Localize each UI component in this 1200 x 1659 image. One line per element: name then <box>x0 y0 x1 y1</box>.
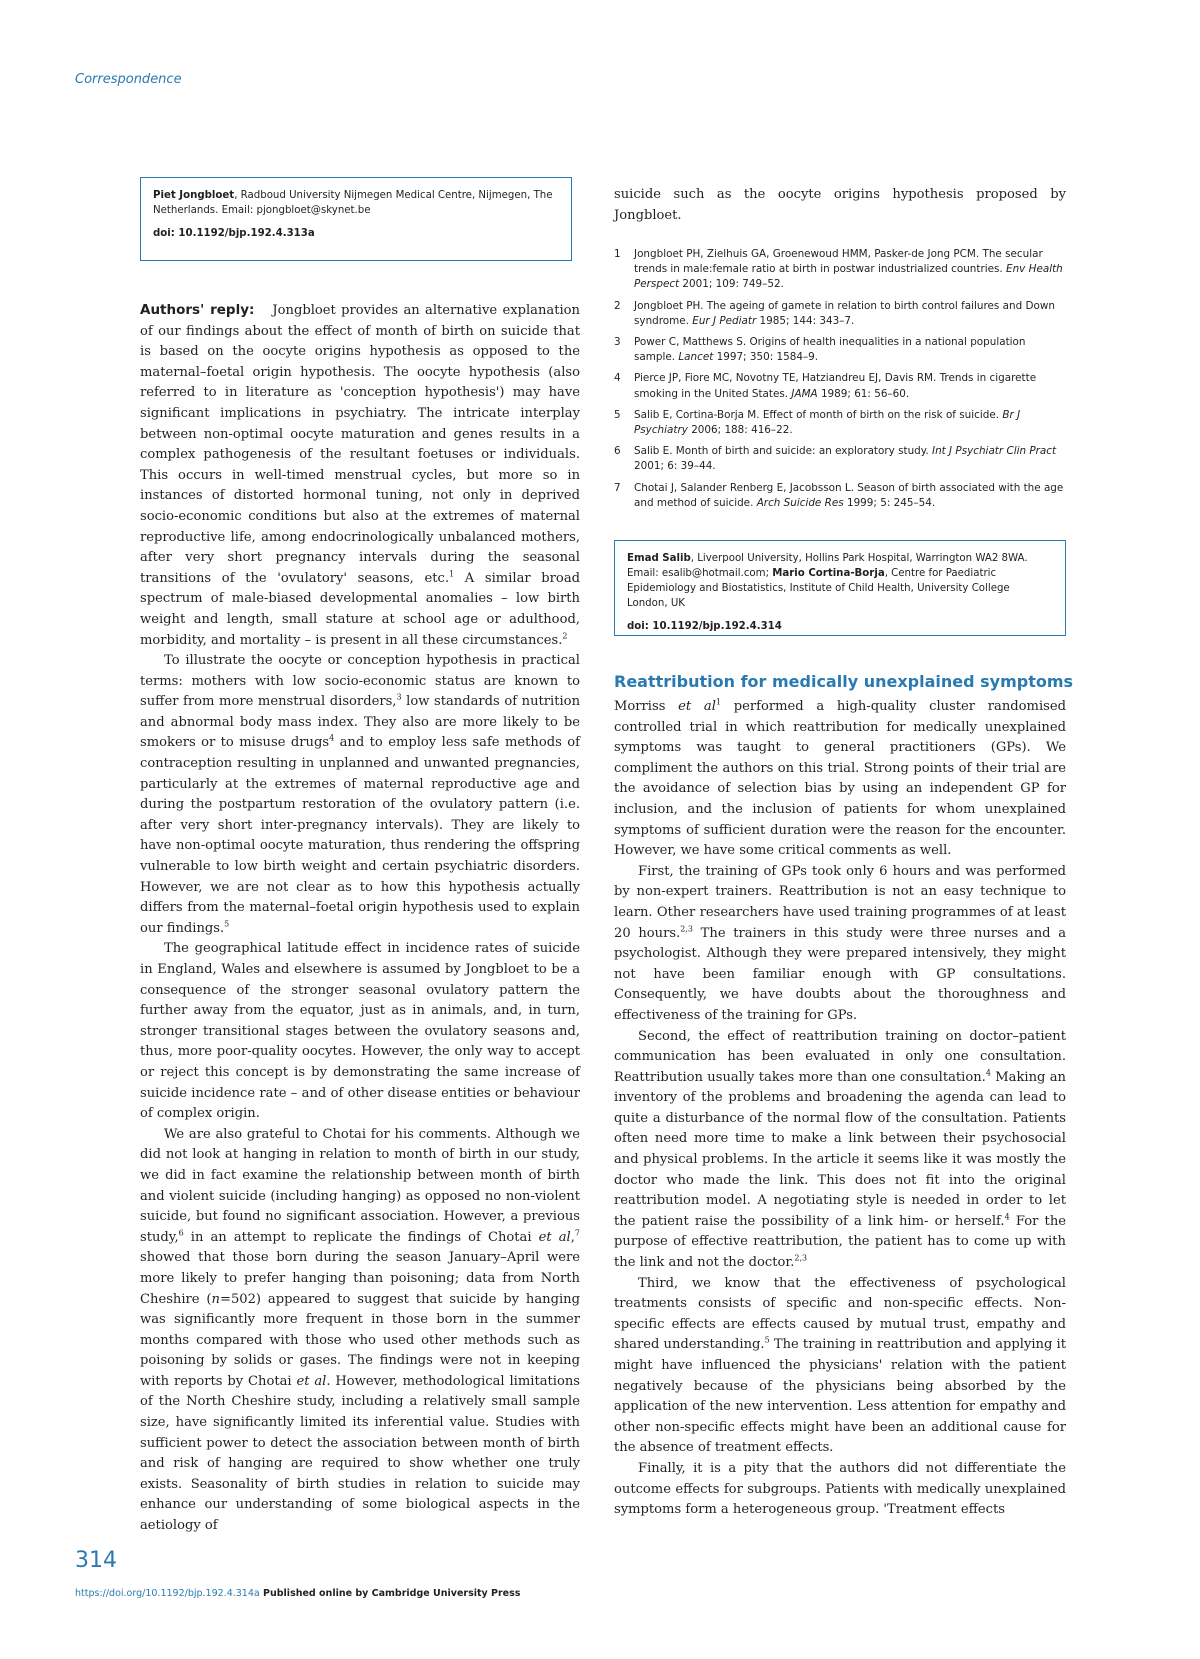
reference-text <box>634 335 1066 365</box>
reply-p4-text-f: . However, methodological limitations of the North Cheshire study, including a relatively small sample size, have significantly limited its inferential value. Studies with sufficient power to detect the association between month of birth and risk of hanging are required to show whether one truly exists. Seasonality of birth studies in relation to suicide may enhance our understanding of some biological aspects in the aetiology of <box>140 1373 580 1534</box>
reply-p4-text-c: , <box>570 1229 575 1245</box>
reply-p4-text-a: We are also grateful to Chotai for his comments. Although we did not look at hanging in relation to month of birth in our study, we did in fact examine the relationship between month of birth and violent suicide (including hanging) as opposed no non-violent suicide, but found no significant association. However, a previous study, <box>140 1126 580 1245</box>
reply-continuation-text: suicide such as the oocyte origins hypothesis proposed by Jongbloet. <box>614 187 1066 223</box>
reference-journal: Br J Psychiatry <box>634 408 1021 437</box>
author-affiliation <box>153 188 559 218</box>
reply-paragraph-4 <box>140 1125 580 1537</box>
reattribution-p4-text-b: The training in reattribution and applying it might have influenced the physicians' relation with the patient negatively because of the physicians being absorbed by the application of the new intervention. Less attention for empathy and other non-specific effects might have been an additional cause for the absence of treatment effects. <box>614 1337 1066 1456</box>
section-header: Correspondence <box>75 72 182 87</box>
reference-tail: 1999; 5: 245–54. <box>843 496 936 509</box>
reply-p2-text-a: To illustrate the oocyte or conception hypothesis in practical terms: mothers with low socio-economic status are known to suffer from more menstrual disorders, <box>140 653 580 710</box>
reference-journal: Env Health Perspect <box>634 263 1063 291</box>
reattribution-p4-text-a: Third, we know that the effectiveness of psychological treatments consists of specific and non-specific effects. Non-specific effects are effects caused by mutual trust, empathy and shared understanding. <box>614 1275 1066 1353</box>
reattribution-p2-text-b: The trainers in this study were three nurses and a psychologist. Although they were prepared intensively, they might not have been familiar enough with GP consultations. Consequently, we have doubts about the thoroughness and effectiveness of the training for GPs. <box>614 925 1066 1023</box>
reference-body: Power C, Matthews S. Origins of health inequalities in a national population sample. <box>634 336 1026 364</box>
reply-p1-text-b: A similar broad spectrum of male-biased developmental anomalies – low birth weight and length, small stature at school age or adulthood, morbidity, and mortality – is present in all these circumstances. <box>140 570 581 648</box>
reattribution-p1-text-b: performed a high-quality cluster randomised controlled trial in which reattribution for medically unexplained symptoms was taught to general practitioners (GPs). We compliment the authors on this trial. Strong points of their trial are the avoidance of selection bias by using an independent GP for inclusion, and the inclusion of patients for whom unexplained symptoms of sufficient duration were the reason for the encounter. However, we have some critical comments as well. <box>614 699 1066 859</box>
reference-number: 1 <box>614 248 621 260</box>
doi-label: doi: <box>153 228 175 239</box>
reference-tail: 2001; 6: 39–44. <box>634 460 716 473</box>
citation: 2,3 <box>794 1253 808 1263</box>
reference-tail: 1997; 350: 1584–9. <box>713 351 819 364</box>
citation: 7 <box>574 1228 580 1238</box>
author-affiliation-box-2 <box>614 540 1066 636</box>
reference-list <box>614 247 1066 517</box>
reply-paragraph-1 <box>140 300 580 651</box>
reference-body: Salib E. Month of birth and suicide: an exploratory study. <box>634 445 933 458</box>
doi-value: 10.1192/bjp.192.4.313a <box>174 228 315 239</box>
reply-paragraph-3: The geographical latitude effect in incidence rates of suicide in England, Wales and elsewhere is assumed by Jongbloet to be a consequence of the stronger seasonal ovulatory pattern the further away from the equator, just as in animals, and, in turn, stronger transitional stages between the ovulatory seasons and, thus, more poor-quality oocytes. However, the only way to accept or reject this concept is by demonstrating the same increase of suicide incidence rate – and of other disease entities or behaviour of complex origin. <box>140 941 580 1122</box>
citation: 2 <box>562 631 568 641</box>
reference-body: Chotai J, Salander Renberg E, Jacobsson L. Season of birth associated with the age and method of suicide. <box>634 481 1064 509</box>
reference-tail: 2006; 188: 416–22. <box>687 424 793 437</box>
reference-text <box>634 481 1066 511</box>
citation: 3 <box>396 692 402 702</box>
citation: 1 <box>715 697 721 707</box>
author-affiliation-box <box>140 177 572 261</box>
reference-text <box>634 444 1066 474</box>
reference-text <box>634 408 1066 438</box>
reference-text <box>634 247 1066 293</box>
reattribution-paragraph-1 <box>614 697 1066 862</box>
doi-link[interactable]: https://doi.org/10.1192/bjp.192.4.314a <box>75 1588 260 1599</box>
reply-label: Authors' reply: <box>140 302 255 318</box>
reference-item <box>614 299 1066 329</box>
reattribution-paragraph-4 <box>614 1274 1066 1459</box>
reference-number: 2 <box>614 299 621 312</box>
reference-body: Jongbloet PH. The ageing of gamete in relation to birth control failures and Down syndrome. <box>634 299 1055 327</box>
reference-journal: Arch Suicide Res <box>756 496 844 509</box>
reattribution-p2-text-a: First, the training of GPs took only 6 hours and was performed by non-expert trainers. Reattribution is not an easy technique to learn. Other researchers have used training programmes of at least 20 hours. <box>614 863 1066 941</box>
reattribution-paragraph-5: Finally, it is a pity that the authors did not differentiate the outcome effects for subgroups. Patients with medically unexplained symptoms form a heterogeneous group. 'Treatment effects <box>614 1460 1066 1518</box>
reference-tail: 2001; 109: 749–52. <box>679 278 784 291</box>
reference-journal: Eur J Pediatr <box>692 314 757 327</box>
reference-item <box>614 481 1066 511</box>
reference-journal: Int J Psychiatr Clin Pract <box>932 445 1057 458</box>
et-al: et al <box>678 699 716 714</box>
doi-line <box>627 619 1053 634</box>
reply-p4-text-b: in an attempt to replicate the findings of Chotai <box>183 1229 539 1245</box>
citation: 4 <box>985 1068 991 1078</box>
reference-tail: 1989; 61: 56–60. <box>817 387 910 400</box>
citation: 5 <box>224 919 230 929</box>
reference-text <box>634 299 1066 329</box>
reply-p2-text-c: and to employ less safe methods of contraception resulting in unplanned and unwanted pregnancies, particularly at the extremes of maternal reproductive age and during the postpartum restoration of the ovulatory pattern (i.e. after very short inter-pregnancy intervals). They are likely to have non-optimal oocyte maturation, thus rendering the offspring vulnerable to low birth weight and certain psychiatric disorders. However, we are not clear as to how this hypothesis actually differs from the maternal–foetal origin hypothesis used to explain our findings. <box>140 735 580 936</box>
reattribution-p1-text-a: Morriss <box>614 699 679 714</box>
footer-text: Published online by Cambridge University Press <box>259 1588 521 1599</box>
reference-tail: 1985; 144: 343–7. <box>756 314 855 327</box>
reply-paragraph-2 <box>140 651 580 939</box>
reference-number: 4 <box>614 372 621 385</box>
reply-p4-text-e: =502) appeared to suggest that suicide by hanging was significantly more frequent in those born in the summer months compared with those who used other methods such as poisoning by solids or gases. The findings were not in keeping with reports by Chotai <box>140 1291 580 1389</box>
reference-item <box>614 335 1066 365</box>
reference-item <box>614 408 1066 438</box>
doi-line <box>153 226 559 241</box>
reattribution-text <box>614 697 1066 1521</box>
author-affiliation-text: , Centre for Paediatric Epidemiology and Biostatistics, Institute of Child Health, University College London, UK <box>627 568 1010 609</box>
et-al: et al <box>296 1373 327 1389</box>
doi-value: 10.1192/bjp.192.4.314 <box>648 621 782 632</box>
reference-item <box>614 444 1066 474</box>
reference-body: Jongbloet PH, Zielhuis GA, Groenewoud HMM, Pasker-de Jong PCM. The secular trends in male:female ratio at birth in postwar industrialized countries. <box>634 248 1043 276</box>
reference-item <box>614 371 1066 401</box>
reply-p4-text-d: showed that those born during the season January–April were more likely to prefer hanging than poisoning; data from North Cheshire ( <box>140 1250 580 1307</box>
reference-body: Pierce JP, Fiore MC, Novotny TE, Hatziandreu EJ, Davis RM. Trends in cigarette smoking in the United States. <box>634 372 1037 400</box>
reference-journal: JAMA <box>791 387 818 400</box>
citation: 1 <box>449 569 455 579</box>
reattribution-p3-text-a: Second, the effect of reattribution training on doctor–patient communication has been evaluated in only one consultation. Reattribution usually takes more than one consultation. <box>614 1028 1066 1085</box>
section-title: Reattribution for medically unexplained symptoms <box>614 672 1074 691</box>
author-name: Mario Cortina-Borja <box>772 568 885 579</box>
doi-label: doi: <box>627 621 649 632</box>
reply-p1-text: Jongbloet provides an alternative explanation of our findings about the effect of month of birth on suicide that is based on the oocyte origins hypothesis as opposed to the maternal–foetal origin hypothesis. The oocyte hypothesis (also referred to in literature as 'conception hypothesis') may have significant implications in psychiatry. The intricate interplay between non-optimal oocyte maturation and genes results in a complex pathogenesis of the resultant foetuses or individuals. This occurs in well-timed menstrual cycles, but more so in instances of distorted hormonal tuning, not only in deprived socio-economic conditions but also at the extremes of maternal reproductive life, among endocrinologically unbalanced mothers, after very short pregnancy intervals during the seasonal transitions of the 'ovulatory' seasons, etc. <box>140 303 580 586</box>
reference-text <box>634 371 1066 401</box>
author-affiliation-text: , Radboud University Nijmegen Medical Centre, Nijmegen, The Netherlands. Email: pjongbloet@skynet.be <box>153 190 553 216</box>
author-name: Emad Salib <box>627 553 691 564</box>
author-name: Piet Jongbloet <box>153 190 235 201</box>
reply-p2-text-b: low standards of nutrition and abnormal body mass index. They also are more likely to be smokers or to misuse drugs <box>140 694 580 751</box>
footer <box>75 1588 520 1599</box>
reply-continuation <box>614 185 1066 226</box>
author-affiliation-text: , Liverpool University, Hollins Park Hospital, Warrington WA2 8WA. Email: esalib@hotmail.com; <box>627 553 1028 579</box>
reference-item <box>614 247 1066 293</box>
authors-reply-text <box>140 300 580 1537</box>
citation: 5 <box>764 1336 770 1346</box>
citation: 4 <box>329 734 335 744</box>
reattribution-p3-text-b: Making an inventory of the problems and broadening the agenda can lead to quite a disturbance of the normal flow of the consultation. Patients often need more time to make a link between their psychosocial and physical problems. In the article it seems like it was mostly the doctor who made the link. This does not fit into the original reattribution model. A negotiating style is needed in order to let the patient raise the possibility of a link him- or herself. <box>614 1069 1066 1229</box>
reference-number: 3 <box>614 336 621 349</box>
reattribution-paragraph-2 <box>614 862 1066 1027</box>
reference-number: 6 <box>614 445 621 458</box>
reference-number: 7 <box>614 481 621 494</box>
n-symbol: n <box>211 1291 220 1307</box>
citation: 6 <box>178 1228 184 1238</box>
author-affiliation-2 <box>627 551 1053 611</box>
et-al: et al <box>538 1229 571 1245</box>
citation: 4 <box>1004 1212 1010 1222</box>
reference-body: Salib E, Cortina-Borja M. Effect of month of birth on the risk of suicide. <box>634 408 1003 421</box>
reference-journal: Lancet <box>678 351 714 364</box>
reference-number: 5 <box>614 408 621 421</box>
reattribution-paragraph-3 <box>614 1027 1066 1274</box>
reattribution-p3-text-c: For the purpose of effective reattribution, the patient has to come up with the link and not the doctor. <box>614 1213 1067 1271</box>
page-number: 314 <box>75 1548 117 1573</box>
citation: 2,3 <box>680 924 693 934</box>
